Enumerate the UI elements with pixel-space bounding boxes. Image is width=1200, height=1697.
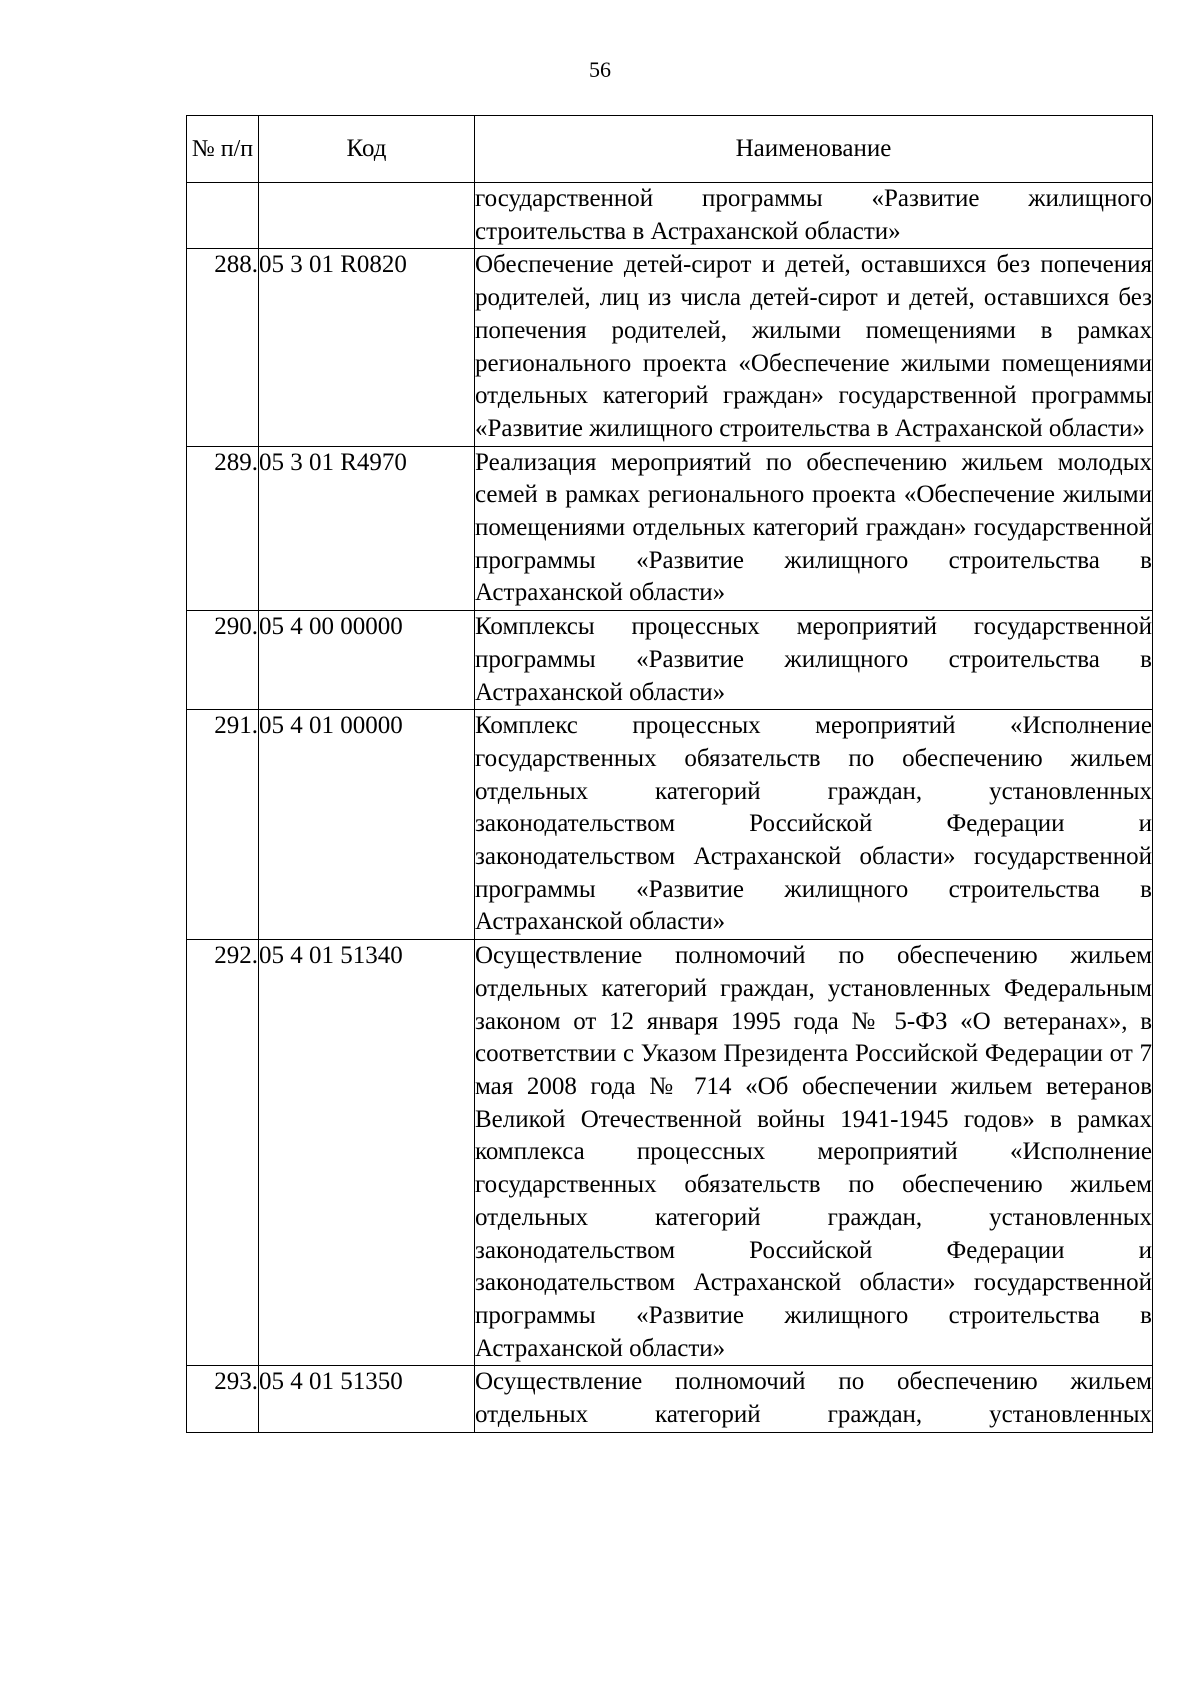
row-name: Комплекс процессных мероприятий «Исполнение государственных обязательств по обеспечению жильем отдельных категорий граждан, установленных законодательством Российской Федерации и законодательством Астраханской области» государственной программы «Развитие жилищного строительства в Астраханской области»: [475, 710, 1153, 940]
row-num: 288.: [187, 249, 259, 446]
table-header-row: [187, 116, 1153, 183]
row-num: 289.: [187, 446, 259, 611]
table-row: [187, 940, 1153, 1366]
header-code: Код: [259, 116, 475, 183]
row-code: 05 4 01 00000: [259, 710, 475, 940]
table-row: [187, 249, 1153, 446]
row-name: Комплексы процессных мероприятий государственной программы «Развитие жилищного строительства в Астраханской области»: [475, 611, 1153, 710]
table-row: [187, 183, 1153, 249]
row-name: государственной программы «Развитие жилищного строительства в Астраханской области»: [475, 183, 1153, 249]
table-row: [187, 1366, 1153, 1432]
row-name: Обеспечение детей-сирот и детей, оставшихся без попечения родителей, лиц из числа детей-сирот и детей, оставшихся без попечения родителей, жилыми помещениями в рамках регионального проекта «Обеспечение жилыми помещениями отдельных категорий граждан» государственной программы «Развитие жилищного строительства в Астраханской области»: [475, 249, 1153, 446]
row-name: Осуществление полномочий по обеспечению жильем отдельных категорий граждан, установленных: [475, 1366, 1153, 1432]
row-name: Осуществление полномочий по обеспечению жильем отдельных категорий граждан, установленных Федеральным законом от 12 января 1995 года № 5-ФЗ «О ветеранах», в соответствии с Указом Президента Российской Федерации от 7 мая 2008 года № 714 «Об обеспечении жильем ветеранов Великой Отечественной войны 1941-1945 годов» в рамках комплекса процессных мероприятий «Исполнение государственных обязательств по обеспечению жильем отдельных категорий граждан, установленных законодательством Российской Федерации и законодательством Астраханской области» государственной программы «Развитие жилищного строительства в Астраханской области»: [475, 940, 1153, 1366]
row-code: [259, 183, 475, 249]
row-num: 291.: [187, 710, 259, 940]
page-number: 56: [589, 57, 611, 82]
row-code: 05 3 01 R0820: [259, 249, 475, 446]
row-name: Реализация мероприятий по обеспечению жильем молодых семей в рамках регионального проекта «Обеспечение жилыми помещениями отдельных категорий граждан» государственной программы «Развитие жилищного строительства в Астраханской области»: [475, 446, 1153, 611]
header-num: № п/п: [187, 116, 259, 183]
row-code: 05 4 01 51350: [259, 1366, 475, 1432]
budget-code-table: [186, 115, 1153, 1433]
row-num: 290.: [187, 611, 259, 710]
table-row: [187, 446, 1153, 611]
row-code: 05 4 00 00000: [259, 611, 475, 710]
table-row: [187, 611, 1153, 710]
row-num: 292.: [187, 940, 259, 1366]
table-row: [187, 710, 1153, 940]
header-name: Наименование: [475, 116, 1153, 183]
row-code: 05 4 01 51340: [259, 940, 475, 1366]
row-num: 293.: [187, 1366, 259, 1432]
row-num: [187, 183, 259, 249]
row-code: 05 3 01 R4970: [259, 446, 475, 611]
